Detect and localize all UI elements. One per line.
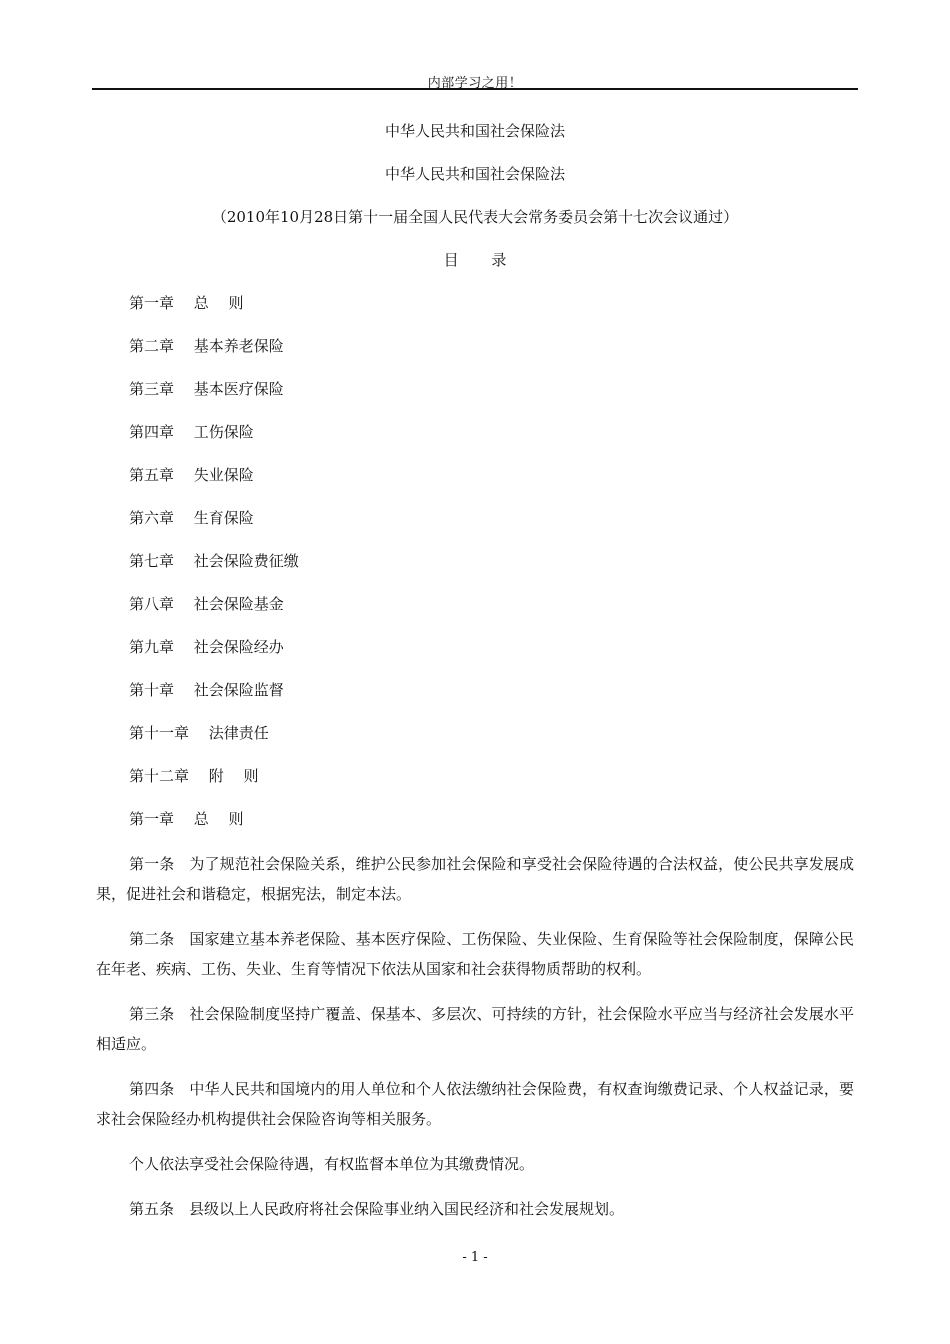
page-number: - 1 - xyxy=(462,1250,488,1265)
toc-item-12: 第十二章 附 则 xyxy=(129,767,259,785)
toc-item-10: 第十章 社会保险监督 xyxy=(129,681,284,699)
article-5: 第五条 县级以上人民政府将社会保险事业纳入国民经济和社会发展规划。 xyxy=(129,1200,625,1218)
header-rule xyxy=(92,88,858,90)
document-body xyxy=(96,116,854,1237)
table-of-contents xyxy=(96,288,854,791)
toc-item-2: 第二章 基本养老保险 xyxy=(129,337,284,355)
toc-item-1: 第一章 总 则 xyxy=(129,294,244,312)
toc-item-4: 第四章 工伤保险 xyxy=(129,423,254,441)
adoption-note: （2010年10月28日第十一届全国人民代表大会常务委员会第十七次会议通过） xyxy=(211,208,739,226)
toc-title: 目 录 xyxy=(443,251,521,269)
chapter-heading: 第一章 总 则 xyxy=(129,810,244,828)
toc-item-7: 第七章 社会保险费征缴 xyxy=(129,552,299,570)
toc-item-8: 第八章 社会保险基金 xyxy=(129,595,284,613)
article-1: 第一条 为了规范社会保险关系，维护公民参加社会保险和享受社会保险待遇的合法权益，使公民共享发展成果，促进社会和谐稳定，根据宪法，制定本法。 xyxy=(96,855,854,903)
article-4-clause-2: 个人依法享受社会保险待遇，有权监督本单位为其缴费情况。 xyxy=(129,1155,535,1173)
toc-item-5: 第五章 失业保险 xyxy=(129,466,254,484)
page-header: 内部学习之用！ xyxy=(427,76,523,91)
toc-item-3: 第三章 基本医疗保险 xyxy=(129,380,284,398)
toc-item-11: 第十一章 法律责任 xyxy=(129,724,269,742)
article-2: 第二条 国家建立基本养老保险、基本医疗保险、工伤保险、失业保险、生育保险等社会保险制度，保障公民在年老、疾病、工伤、失业、生育等情况下依法从国家和社会获得物质帮助的权利。 xyxy=(96,930,854,978)
article-4: 第四条 中华人民共和国境内的用人单位和个人依法缴纳社会保险费，有权查询缴费记录、个人权益记录，要求社会保险经办机构提供社会保险咨询等相关服务。 xyxy=(96,1080,854,1128)
article-3: 第三条 社会保险制度坚持广覆盖、保基本、多层次、可持续的方针，社会保险水平应当与经济社会发展水平相适应。 xyxy=(96,1005,854,1053)
toc-item-9: 第九章 社会保险经办 xyxy=(129,638,284,656)
document-title: 中华人民共和国社会保险法 xyxy=(384,122,565,140)
toc-item-6: 第六章 生育保险 xyxy=(129,509,254,527)
law-title: 中华人民共和国社会保险法 xyxy=(384,165,565,183)
